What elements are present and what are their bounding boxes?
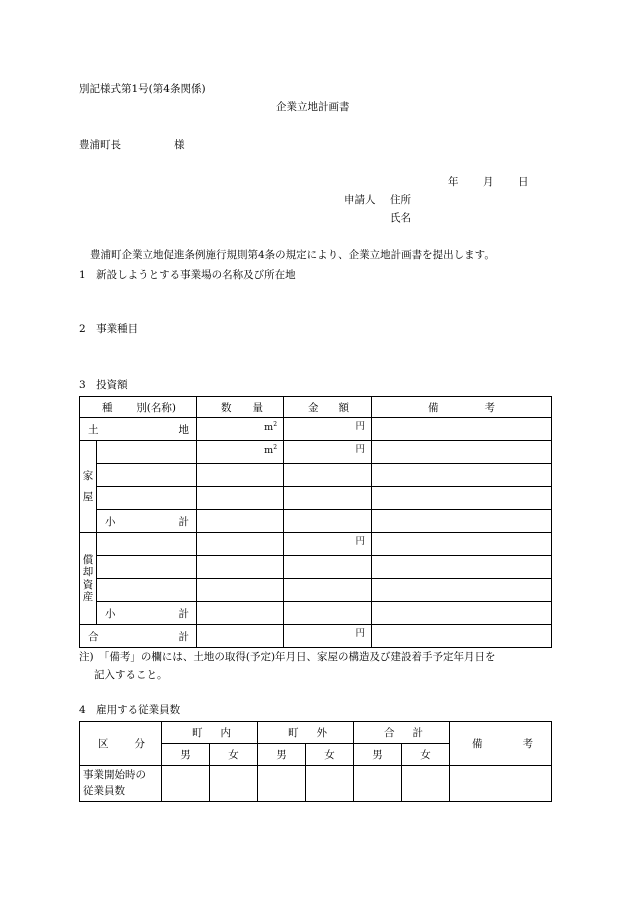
asset-name-cell-2[interactable] [97, 556, 197, 579]
employee-table [79, 721, 552, 802]
row-house-1 [80, 441, 552, 464]
house-remarks-cell-1[interactable] [372, 441, 552, 464]
house-subtotal-remarks[interactable] [372, 510, 552, 533]
depreciable-asset-label: 償 却 資 産 [80, 533, 97, 625]
date-month: 月 [483, 176, 494, 188]
land-quantity-cell[interactable]: $m^2$ [197, 418, 284, 441]
header-amount: 金 額 [284, 397, 372, 418]
house-subtotal-amount[interactable] [284, 510, 372, 533]
land-label: 土 地 [80, 418, 197, 441]
remarks-cell[interactable] [450, 766, 552, 802]
row-total [80, 625, 552, 648]
house-name-cell-3[interactable] [97, 487, 197, 510]
asset-quantity-cell-3[interactable] [197, 579, 284, 602]
house-label: 家 屋 [80, 441, 97, 533]
row-house-2 [80, 464, 552, 487]
name-label: 氏名 [390, 212, 411, 224]
note-line-1: 注) 「備考」の欄には、土地の取得(予定)年月日、家屋の構造及び建設着手予定年月日を [79, 651, 496, 663]
asset-subtotal-remarks[interactable] [372, 602, 552, 625]
total-header: 合 計 [354, 722, 450, 744]
row-asset-2 [80, 556, 552, 579]
house-remarks-cell-3[interactable] [372, 487, 552, 510]
section-3-heading: 3 投資額 [79, 379, 128, 391]
row-house-subtotal [80, 510, 552, 533]
out-town-male-cell[interactable] [258, 766, 306, 802]
page-title: 企業立地計画書 [276, 101, 350, 113]
asset-amount-cell-1[interactable]: 円 [284, 533, 372, 556]
total-quantity-cell[interactable] [197, 625, 284, 648]
asset-quantity-cell-1[interactable] [197, 533, 284, 556]
header-remarks: 備 考 [372, 397, 552, 418]
total-remarks-cell[interactable] [372, 625, 552, 648]
asset-name-cell-3[interactable] [97, 579, 197, 602]
date-day: 日 [518, 176, 529, 188]
in-town-male-cell[interactable] [162, 766, 210, 802]
row-house-3 [80, 487, 552, 510]
header-quantity: 数 量 [197, 397, 284, 418]
row-asset-1 [80, 533, 552, 556]
in-town-female-header: 女 [210, 744, 258, 766]
row-land [80, 418, 552, 441]
out-town-female-cell[interactable] [306, 766, 354, 802]
asset-name-cell-1[interactable] [97, 533, 197, 556]
asset-amount-cell-3[interactable] [284, 579, 372, 602]
house-name-cell-2[interactable] [97, 464, 197, 487]
section-4-heading: 4 雇用する従業員数 [79, 704, 181, 716]
remarks-header: 備 考 [450, 722, 552, 766]
section-1-heading: 1 新設しようとする事業場の名称及び所在地 [79, 269, 296, 281]
house-amount-cell-2[interactable] [284, 464, 372, 487]
asset-subtotal-label: 小 計 [97, 602, 197, 625]
row-asset-3 [80, 579, 552, 602]
asset-remarks-cell-1[interactable] [372, 533, 552, 556]
total-label: 合 計 [80, 625, 197, 648]
in-town-header: 町 内 [162, 722, 258, 744]
addressee-honorific: 様 [174, 139, 185, 151]
asset-subtotal-quantity[interactable] [197, 602, 284, 625]
category-header: 区 分 [80, 722, 162, 766]
in-town-male-header: 男 [162, 744, 210, 766]
house-subtotal-quantity[interactable] [197, 510, 284, 533]
employees-at-start-label: 事業開始時の 従業員数 [80, 766, 162, 802]
asset-subtotal-amount[interactable] [284, 602, 372, 625]
house-amount-cell-1[interactable]: 円 [284, 441, 372, 464]
in-town-female-cell[interactable] [210, 766, 258, 802]
section-2-heading: 2 事業種目 [79, 323, 139, 335]
house-quantity-cell-1[interactable]: $m^2$ [197, 441, 284, 464]
investment-table [79, 396, 552, 648]
addressee: 豊浦町長 [79, 139, 121, 151]
asset-quantity-cell-2[interactable] [197, 556, 284, 579]
intro-text: 豊浦町企業立地促進条例施行規則第4条の規定により、企業立地計画書を提出します。 [90, 249, 495, 261]
total-male-header: 男 [354, 744, 402, 766]
out-town-header: 町 外 [258, 722, 354, 744]
address-label: 住所 [390, 194, 411, 206]
row-employees-at-start [80, 766, 552, 802]
house-quantity-cell-3[interactable] [197, 487, 284, 510]
asset-remarks-cell-2[interactable] [372, 556, 552, 579]
header-type: 種 別(名称) [80, 397, 197, 418]
total-female-header: 女 [402, 744, 450, 766]
form-number: 別記様式第1号(第4条関係) [79, 83, 206, 95]
asset-remarks-cell-3[interactable] [372, 579, 552, 602]
date-year: 年 [448, 176, 459, 188]
total-amount-cell[interactable]: 円 [284, 625, 372, 648]
total-male-cell[interactable] [354, 766, 402, 802]
asset-amount-cell-2[interactable] [284, 556, 372, 579]
land-amount-cell[interactable]: 円 [284, 418, 372, 441]
house-quantity-cell-2[interactable] [197, 464, 284, 487]
note-line-2: 記入すること。 [94, 669, 168, 681]
land-remarks-cell[interactable] [372, 418, 552, 441]
house-amount-cell-3[interactable] [284, 487, 372, 510]
total-female-cell[interactable] [402, 766, 450, 802]
out-town-male-header: 男 [258, 744, 306, 766]
house-remarks-cell-2[interactable] [372, 464, 552, 487]
house-name-cell-1[interactable] [97, 441, 197, 464]
out-town-female-header: 女 [306, 744, 354, 766]
applicant-label: 申請人 [344, 194, 376, 206]
row-asset-subtotal [80, 602, 552, 625]
house-subtotal-label: 小 計 [97, 510, 197, 533]
